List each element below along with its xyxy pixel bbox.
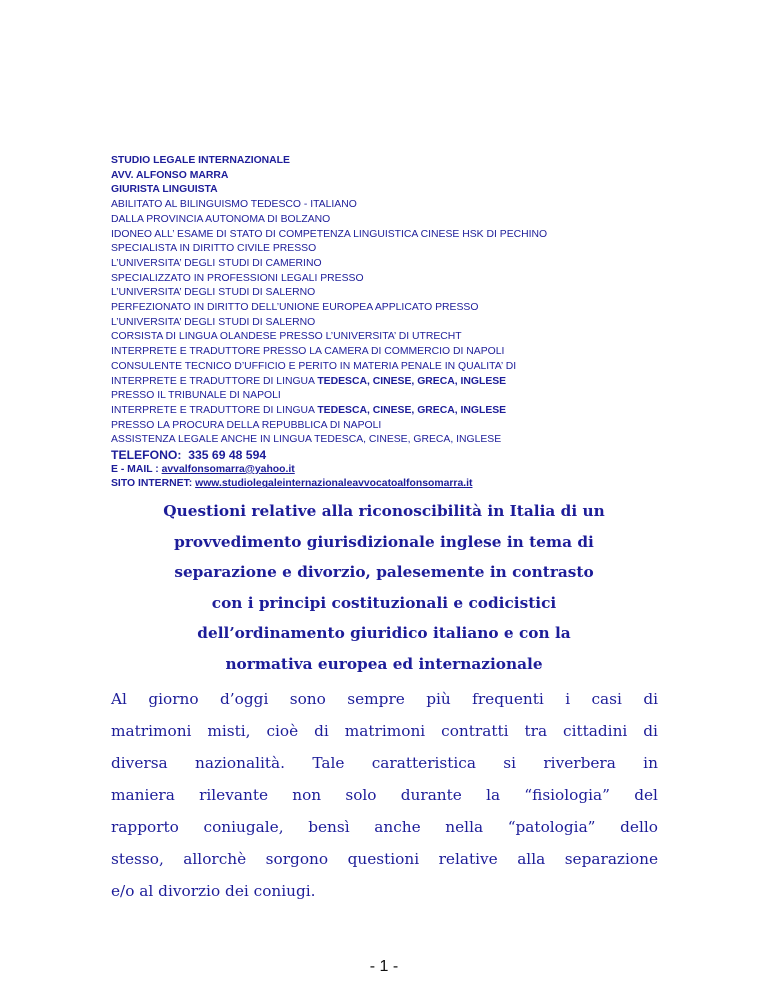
body-word: di: [643, 722, 658, 740]
email-line: [111, 463, 671, 478]
letterhead-line: ABILITATO AL BILINGUISMO TEDESCO - ITALIANO: [111, 199, 357, 211]
letterhead-line: PRESSO IL TRIBUNALE DI NAPOLI: [111, 390, 281, 402]
body-word: frequenti: [472, 690, 544, 708]
letterhead-line: SPECIALISTA IN DIRITTO CIVILE PRESSO: [111, 243, 317, 255]
title-line: separazione e divorzio, palesemente in contrasto: [174, 563, 594, 581]
title-line: Questioni relative alla riconoscibilità in Italia di un: [163, 502, 605, 520]
letterhead-text: INTERPRETE E TRADUTTORE DI LINGUA: [111, 404, 318, 416]
letterhead: [111, 154, 671, 492]
letterhead-line: INTERPRETE E TRADUTTORE PRESSO LA CAMERA DI COMMERCIO DI NAPOLI: [111, 346, 505, 358]
page-number: - 1 -: [369, 958, 399, 975]
body-line: [111, 715, 658, 747]
body-word: di: [643, 690, 658, 708]
letterhead-line: CORSISTA DI LINGUA OLANDESE PRESSO L’UNIVERSITA’ DI UTRECHT: [111, 331, 462, 343]
body-line: [111, 875, 658, 907]
body-line: [111, 779, 658, 811]
body-word: del: [634, 786, 658, 804]
body-word: si: [503, 754, 517, 772]
letterhead-line: SPECIALIZZATO IN PROFESSIONI LEGALI PRESSO: [111, 272, 364, 284]
website-line: [111, 477, 671, 492]
letterhead-line: [111, 375, 671, 390]
body-word: più: [426, 690, 451, 708]
letterhead-line: DALLA PROVINCIA AUTONOMA DI BOLZANO: [111, 213, 331, 225]
body-line: [111, 683, 658, 715]
body-word: durante: [400, 786, 462, 804]
body-word: d’oggi: [220, 690, 269, 708]
body-word: sempre: [347, 690, 405, 708]
body-word: questioni: [347, 850, 420, 868]
body-word: allorchè: [183, 850, 247, 868]
body-word: caratteristica: [371, 754, 476, 772]
body-word: i: [565, 690, 571, 708]
body-word: casi: [591, 690, 622, 708]
letterhead-studio: STUDIO LEGALE INTERNAZIONALE: [111, 155, 290, 166]
website-label: SITO INTERNET:: [111, 478, 193, 490]
body-word: cioè: [266, 722, 299, 740]
body-word: matrimoni: [344, 722, 426, 740]
body-word: rapporto: [111, 818, 179, 836]
phone-line: [111, 448, 671, 463]
phone-label: TELEFONO:: [111, 448, 182, 463]
letterhead-line: L’UNIVERSITA’ DEGLI STUDI DI SALERNO: [111, 316, 316, 328]
title-line: provvedimento giurisdizionale inglese in tema di: [174, 532, 594, 551]
body-word: stesso,: [111, 850, 164, 868]
letterhead-lawyer-name: AVV. ALFONSO MARRA: [111, 169, 229, 181]
body-word: nella: [445, 818, 484, 836]
letterhead-line: IDONEO ALL’ ESAME DI STATO DI COMPETENZA LINGUISTICA CINESE HSK DI PECHINO: [111, 228, 548, 240]
body-word: giorno: [148, 690, 199, 708]
phone-number: 335 69 48 594: [188, 448, 267, 463]
website-link[interactable]: www.studiolegaleinternazionaleavvocatoalfonsomarra.it: [195, 478, 473, 490]
body-word: separazione: [564, 850, 658, 868]
title-line: con i principi costituzionali e codicistici: [211, 593, 557, 612]
body-line: [111, 747, 658, 779]
body-word: bensì: [308, 818, 350, 836]
body-word: di: [314, 722, 329, 740]
title-line: dell’ordinamento giuridico italiano e con la: [197, 624, 571, 642]
body-word: matrimoni: [111, 722, 192, 740]
body-word: misti,: [207, 722, 251, 740]
body-word: riverbera: [543, 754, 616, 772]
body-word: in: [643, 754, 658, 772]
body-word: rilevante: [199, 786, 269, 804]
letterhead-text: INTERPRETE E TRADUTTORE DI LINGUA: [111, 375, 318, 387]
body-word: sorgono: [265, 850, 329, 868]
body-word: dello: [620, 818, 658, 836]
document-title: [110, 496, 658, 679]
letterhead-line: PERFEZIONATO IN DIRITTO DELL’UNIONE EUROPEA APPLICATO PRESSO: [111, 302, 479, 314]
letterhead-line: [111, 404, 671, 419]
body-word: e/o al divorzio dei coniugi.: [111, 882, 316, 900]
letterhead-line: ASSISTENZA LEGALE ANCHE IN LINGUA TEDESCA, CINESE, GRECA, INGLESE: [111, 434, 502, 446]
title-line: normativa europea ed internazionale: [225, 654, 543, 673]
letterhead-line: L’UNIVERSITA’ DEGLI STUDI DI SALERNO: [111, 287, 316, 299]
email-link[interactable]: avvalfonsomarra@yahoo.it: [161, 463, 295, 475]
body-word: relative: [438, 850, 498, 868]
body-word: nazionalità.: [194, 754, 286, 772]
body-word: Al: [111, 690, 127, 708]
body-word: contratti: [441, 722, 509, 740]
letterhead-languages: TEDESCA, CINESE, GRECA, INGLESE: [317, 404, 507, 416]
body-line: [111, 843, 658, 875]
body-word: “patologia”: [507, 818, 596, 836]
letterhead-line: PRESSO LA PROCURA DELLA REPUBBLICA DI NAPOLI: [111, 419, 382, 431]
body-word: maniera: [111, 786, 175, 804]
letterhead-line: CONSULENTE TECNICO D’UFFICIO E PERITO IN MATERIA PENALE IN QUALITA’ DI: [111, 360, 517, 372]
body-word: Tale: [312, 754, 345, 772]
body-word: cittadini: [563, 722, 628, 740]
body-word: non: [292, 786, 322, 804]
body-line: [111, 811, 658, 843]
body-word: la: [486, 786, 501, 804]
body-word: diversa: [111, 754, 168, 772]
body-word: coniugale,: [203, 818, 284, 836]
body-paragraph: [111, 683, 658, 907]
body-word: anche: [374, 818, 421, 836]
body-word: alla: [517, 850, 546, 868]
body-word: sono: [289, 690, 326, 708]
letterhead-line: L’UNIVERSITA’ DEGLI STUDI DI CAMERINO: [111, 257, 322, 269]
email-label: E - MAIL :: [111, 463, 159, 475]
body-word: tra: [524, 722, 548, 740]
body-word: “fisiologia”: [524, 786, 610, 804]
letterhead-languages: TEDESCA, CINESE, GRECA, INGLESE: [317, 375, 507, 387]
body-word: solo: [345, 786, 377, 804]
letterhead-role: GIURISTA LINGUISTA: [111, 184, 218, 196]
